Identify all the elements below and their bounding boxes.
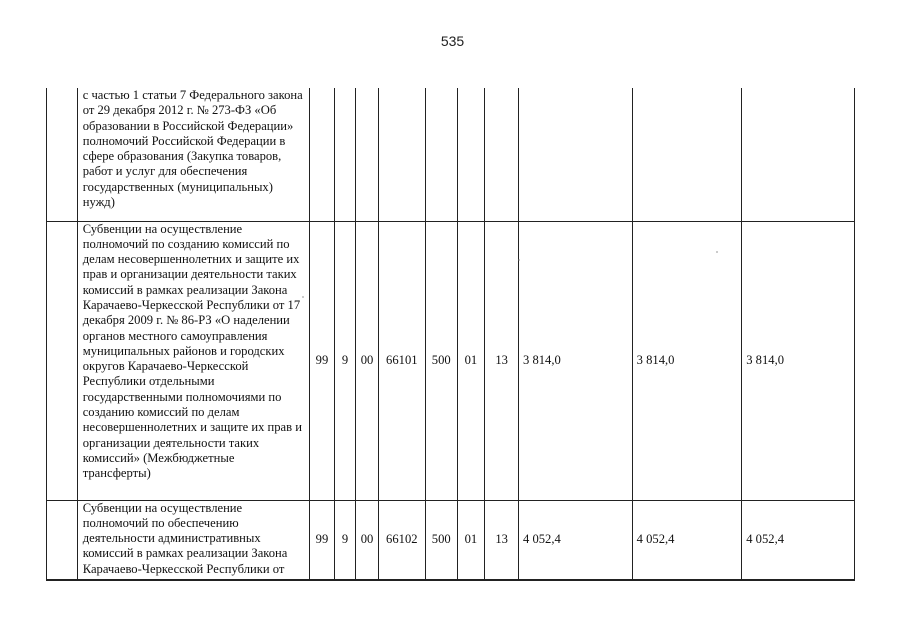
code-direction [378, 88, 425, 221]
amount-year-1: 4 052,4 [519, 500, 633, 580]
expense-description: Субвенции на осуществление полномочий по обеспечению деятельности административных комиссий в рамках реализации Закона Карачаево-Черкесской Республики от [77, 500, 309, 580]
table-row [47, 88, 855, 221]
amount-year-2: 4 052,4 [632, 500, 742, 580]
code-main-activity: 00 [356, 500, 379, 580]
code-main-activity [356, 88, 379, 221]
amount-year-1: 3 814,0 [519, 221, 633, 500]
code-program: 99 [310, 500, 335, 580]
amount-year-3: 3 814,0 [742, 221, 855, 500]
code-expense-type: 500 [425, 221, 457, 500]
scan-speck [716, 251, 718, 253]
code-section: 01 [457, 500, 485, 580]
scan-speck [302, 296, 304, 298]
code-subprogram [334, 88, 356, 221]
code-section [457, 88, 485, 221]
row-number-cell [47, 88, 78, 221]
code-expense-type [425, 88, 457, 221]
code-program [310, 88, 335, 221]
code-direction: 66102 [378, 500, 425, 580]
code-main-activity: 00 [356, 221, 379, 500]
scan-speck [518, 259, 520, 261]
amount-year-2 [632, 88, 742, 221]
code-program: 99 [310, 221, 335, 500]
table-row [47, 500, 855, 580]
code-expense-type: 500 [425, 500, 457, 580]
code-direction: 66101 [378, 221, 425, 500]
code-subprogram: 9 [334, 500, 356, 580]
amount-year-2: 3 814,0 [632, 221, 742, 500]
row-number-cell [47, 500, 78, 580]
code-subsection: 13 [485, 221, 519, 500]
code-section: 01 [457, 221, 485, 500]
expense-description: Субвенции на осуществление полномочий по созданию комиссий по делам несовершеннолетних и защите их прав и организации деятельности таких комиссий в рамках реализации Закона Карачаево-Черкесской Республики от 17 декабря 2009 г. № 86-РЗ «О наделении органов местного самоуправления муниципальных районов и городских округов Карачаево-Черкесской Республики отдельными государственными полномочиями по созданию комиссий по делам несовершеннолетних и защите их прав и организации деятельности таких комиссий» (Межбюджетные трансферты) [77, 221, 309, 500]
budget-table [46, 88, 855, 581]
page-number: 535 [440, 33, 465, 49]
code-subsection [485, 88, 519, 221]
code-subprogram: 9 [334, 221, 356, 500]
amount-year-3: 4 052,4 [742, 500, 855, 580]
expense-description: с частью 1 статьи 7 Федерального закона от 29 декабря 2012 г. № 273-ФЗ «Об образовании в Российской Федерации» полномочий Российской Федерации в сфере образования (Закупка товаров, работ и услуг для обеспечения государственных (муниципальных) нужд) [77, 88, 309, 221]
amount-year-1 [519, 88, 633, 221]
table-row [47, 221, 855, 500]
code-subsection: 13 [485, 500, 519, 580]
amount-year-3 [742, 88, 855, 221]
row-number-cell [47, 221, 78, 500]
